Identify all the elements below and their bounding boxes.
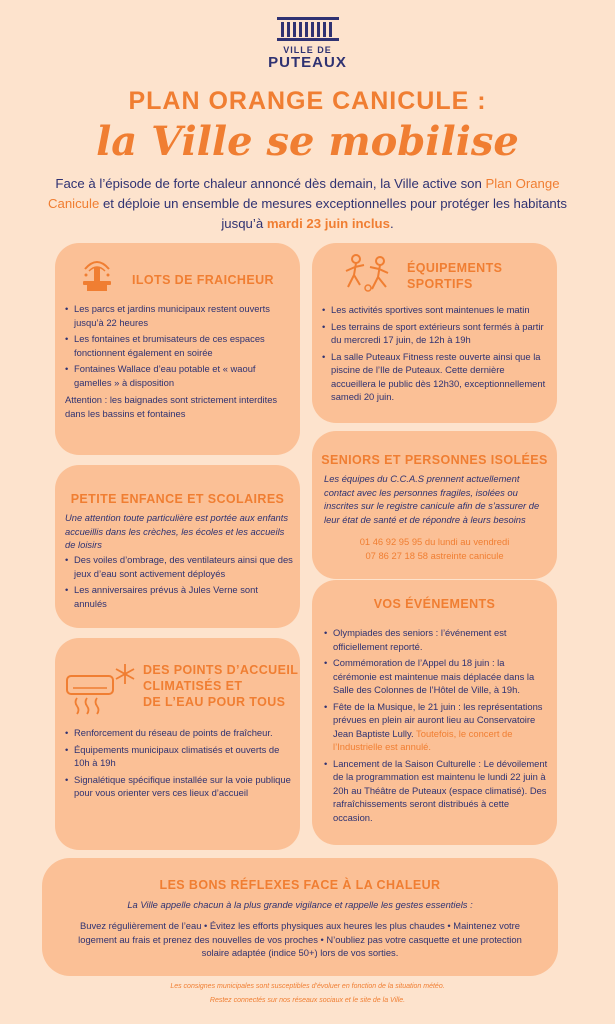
enfance-title: PETITE ENFANCE ET SCOLAIRES — [70, 492, 285, 506]
footer-line1: Les consignes municipales sont susceptibles d’évoluer en fonction de la situation météo. — [170, 983, 445, 990]
evenements-title: VOS ÉVÉNEMENTS — [373, 597, 496, 611]
seniors-phone-2: 07 86 27 18 58 astreinte canicule — [365, 550, 504, 561]
sports-players-icon — [344, 253, 394, 293]
intro-date: mardi 23 juin inclus — [266, 216, 390, 231]
intro-text-1: Face à l’épisode de forte chaleur annoncé dès demain, la Ville active son — [55, 176, 486, 191]
card-seniors — [312, 431, 557, 579]
ilots-title: ILOTS DE FRAICHEUR — [132, 273, 274, 287]
card-evenements — [312, 580, 557, 845]
reflexes-subtitle: La Ville appelle chacun à la plus grande vigilance et rappelle les gestes essentiels : — [127, 899, 473, 910]
ilots-list — [65, 302, 293, 392]
logo-line1: VILLE DE — [283, 45, 332, 55]
air-conditioner-icon — [65, 662, 135, 716]
ilots-note: Attention : les baignades sont strictement interdites dans les bassins et fontaines — [65, 394, 278, 419]
card-ilots-fraicheur — [55, 243, 300, 455]
intro-text-3: . — [389, 216, 394, 231]
accueil-list — [65, 726, 293, 803]
list-item: • Des voiles d’ombrage, des ventilateurs ainsi que des jeux d’eau sont activement déployés — [65, 553, 293, 580]
seniors-title: SENIORS ET PERSONNES ISOLÉES — [321, 453, 548, 467]
list-item: • Les activités sportives sont maintenues le matin — [322, 303, 550, 317]
list-item: • Signalétique spécifique installée sur la voie publique pour vous orienter vers ces lieux d’accueil — [65, 773, 293, 800]
equipements-title — [407, 260, 502, 292]
reflexes-text: Buvez régulièrement de l’eau • Évitez les efforts physiques aux heures les plus chaudes • Maintenez votre logement au frais et prenez des nouvelles de vos proches • N’oubliez pas votre casquette et une protection solaire adaptée (indice 50+) lors de vos sorties. — [78, 920, 522, 958]
equipements-list — [322, 303, 550, 407]
accueil-title — [143, 662, 298, 710]
evenements-list — [324, 626, 550, 827]
list-item: • Renforcement du réseau de points de fraîcheur. — [65, 726, 293, 740]
card-petite-enfance — [55, 465, 300, 628]
list-item: • Fête de la Musique, le 21 juin : les représentations prévues en plein air auront lieu au Conservatoire Jean Baptiste Lully. Toutefois, le concert de l’Industrielle est annulé. — [324, 700, 550, 754]
fountain-icon — [79, 253, 115, 293]
evenement-cancelled: Toutefois, le concert de l’Industrielle est annulé. — [333, 727, 513, 752]
reflexes-title: LES BONS RÉFLEXES FACE À LA CHALEUR — [159, 878, 441, 892]
page-subtitle: la Ville se mobilise — [96, 118, 519, 165]
page-title: PLAN ORANGE CANICULE : — [128, 87, 487, 115]
list-item: • Fontaines Wallace d’eau potable et « waouf gamelles » à disposition — [65, 362, 293, 389]
seniors-text: Les équipes du C.C.A.S prennent actuellement contact avec les personnes fragiles, isolées ou inscrites sur le registre canicule afin de s’assurer de leur état de santé et de répondre à leurs besoins — [324, 473, 540, 525]
list-item: • Lancement de la Saison Culturelle : Le dévoilement de la programmation est maintenu le lundi 22 juin à 20h au Théâtre de Puteaux (espace climatisé). Des rafraîchissements seront distribués à cette occasion. — [324, 757, 550, 825]
equipements-title-line2: SPORTIFS — [407, 277, 473, 291]
intro-text-2: et déploie un ensemble de mesures exceptionnelles pour protéger les habitants jusqu’à — [99, 196, 568, 231]
accueil-title-line3: DE L’EAU POUR TOUS — [143, 695, 286, 709]
card-bons-reflexes — [42, 858, 558, 976]
city-logo — [0, 16, 615, 70]
list-item: • Les parcs et jardins municipaux restent ouverts jusqu’à 22 heures — [65, 302, 293, 329]
logo-line2: PUTEAUX — [268, 54, 347, 71]
list-item: • Les terrains de sport extérieurs sont fermés à partir du mercredi 17 juin, de 12h à 19h — [322, 320, 550, 347]
enfance-list — [65, 553, 293, 613]
intro-paragraph — [40, 174, 575, 234]
seniors-phone-1: 01 46 92 95 95 du lundi au vendredi — [359, 536, 510, 547]
town-hall-logo-icon — [275, 16, 341, 42]
list-item: • Commémoration de l’Appel du 18 juin : la cérémonie est maintenue mais déplacée dans la Salle des Colonnes de l’Hôtel de Ville, à 19h. — [324, 656, 550, 697]
card-points-accueil — [55, 638, 300, 850]
list-item: • Les fontaines et brumisateurs de ces espaces fonctionnent également en soirée — [65, 332, 293, 359]
list-item: • Les anniversaires prévus à Jules Verne sont annulés — [65, 583, 293, 610]
accueil-title-line2: CLIMATISÉS ET — [143, 679, 243, 693]
list-item: • La salle Puteaux Fitness reste ouverte ainsi que la piscine de l’Ile de Puteaux. Cette dernière accueillera le public dès 12h30, exceptionnellement samedi 20 juin. — [322, 350, 550, 404]
intro-highlight: Plan Orange Canicule — [47, 176, 560, 211]
footer-line2: Restez connectés sur nos réseaux sociaux et le site de la Ville. — [209, 997, 406, 1004]
list-item: • Olympiades des seniors : l’événement est officiellement reporté. — [324, 626, 550, 653]
list-item: • Équipements municipaux climatisés et ouverts de 10h à 19h — [65, 743, 293, 770]
enfance-intro: Une attention toute particulière est portée aux enfants accueillis dans les crèches, les écoles et les accueils de loisirs — [65, 512, 289, 550]
equipements-title-line1: ÉQUIPEMENTS — [407, 261, 503, 275]
card-equipements-sportifs — [312, 243, 557, 423]
accueil-title-line1: DES POINTS D’ACCUEIL — [143, 663, 299, 677]
